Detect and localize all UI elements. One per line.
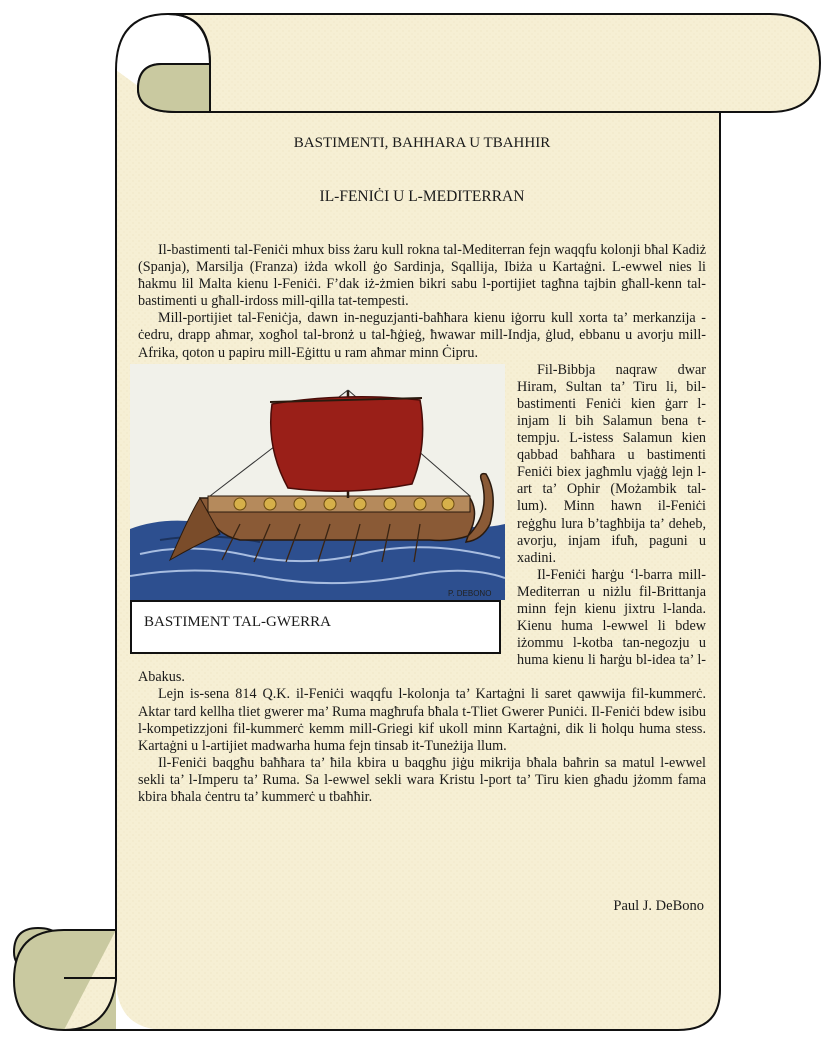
page-title: BASTIMENTI, BAHHARA U TBAHHIR	[293, 135, 551, 151]
paragraph-6: Il-Feniċi baqgħu baħħara ta’ ħila kbira u baqgħu jiġu mikrija bħala baħrin sa matul l-ewwel sekli ta’ l-Imperu ta’ Ruma. Sa l-ewwel sekli wara Kristu l-port ta’ Tiru kien għadu jżomm fama kbira bħala ċentru ta’ kummerċ u tbaħħir.	[138, 754, 706, 805]
ship-drawing	[130, 364, 505, 600]
paragraph-3: Fil-Bibbja naqraw dwar Hiram, Sultan ta’ Tiru li, bil-bastimenti Feniċi kien ġarr l-injam li bih Salamun bena t-tempju. L-istess Salamun kien qabbad baħħara u bastimenti Feniċi biex jagħmlu vjaġġ lejn l-art ta’ Ophir (Możambik tal-lum). Minn hawn il-Feniċi reġgħu lura b’tagħbija ta’ deheb, avorju, injam ifuħ, paguni u xadini.	[517, 361, 706, 566]
document-content	[138, 130, 706, 914]
hull-deck	[208, 496, 470, 512]
article-body	[138, 242, 706, 806]
ship-figure	[130, 364, 505, 656]
caption-box	[130, 600, 501, 654]
figure-caption: BASTIMENT TAL-GWERRA	[144, 613, 331, 630]
artist-mark: P. DEBONO	[448, 588, 492, 598]
top-curl-fill	[138, 64, 210, 112]
paragraph-4: Il-Feniċi ħarġu ‘l-barra mill-Mediterran u niżlu fil-Brittanja minn fejn kienu jixtru l-landa. Kienu huma l-ewwel li bdew iżommu l-kotba tan-negozju u huma kienu li ħarġu bl-idea ta’ l-Abakus.	[138, 566, 706, 686]
paragraph-1: Il-bastimenti tal-Feniċi mhux biss żaru kull rokna tal-Mediterran fejn waqqfu kolonji bħal Kadiż (Spanja), Marsilja (Franza) iżda wkoll ġo Sardinja, Sqallija, Ibiża u Kartaġni. L-ewwel nies li ħakmu lil Malta kienu l-Feniċi. F’dak iż-żmien bikri sabu l-portijiet tagħna tajbin għall-kenn tal-bastimenti u għall-irdoss mill-qilla tat-tempesti.	[138, 242, 706, 310]
sail	[271, 396, 423, 490]
author-signature: Paul J. DeBono	[613, 898, 704, 914]
war-ship-illustration	[130, 364, 505, 600]
paragraph-2: Mill-portijiet tal-Feniċja, dawn in-neguzjanti-baħħara kienu iġorru kull xorta ta’ merkanzija - ċedru, drapp aħmar, xogħol tal-bronż u tal-ħġieġ, ħwawar mill-Indja, ġlud, ebbanu u avorju mill-Afrika, qoton u papiru mill-Eġittu u ram aħmar minn Ċipru.	[138, 310, 706, 361]
page-subtitle: IL-FENIĊI U L-MEDITERRAN	[319, 188, 525, 205]
top-roll	[168, 14, 820, 112]
paragraph-5: Lejn is-sena 814 Q.K. il-Feniċi waqqfu l-kolonja ta’ Kartaġni li saret qawwija fil-kummerċ. Aktar tard kellha tliet gwerer ma’ Ruma magħrufa bħala t-Tliet Gwerer Puniċi. Il-Feniċi bdew isibu l-kompetizzjoni fil-kummerċ kemm mill-Griegi kif ukoll minn Kartaġni, dik li ħolqu huma stess. Kartaġni u l-artijiet madwarha huma fejn tinsab it-Tuneżija llum.	[138, 686, 706, 754]
